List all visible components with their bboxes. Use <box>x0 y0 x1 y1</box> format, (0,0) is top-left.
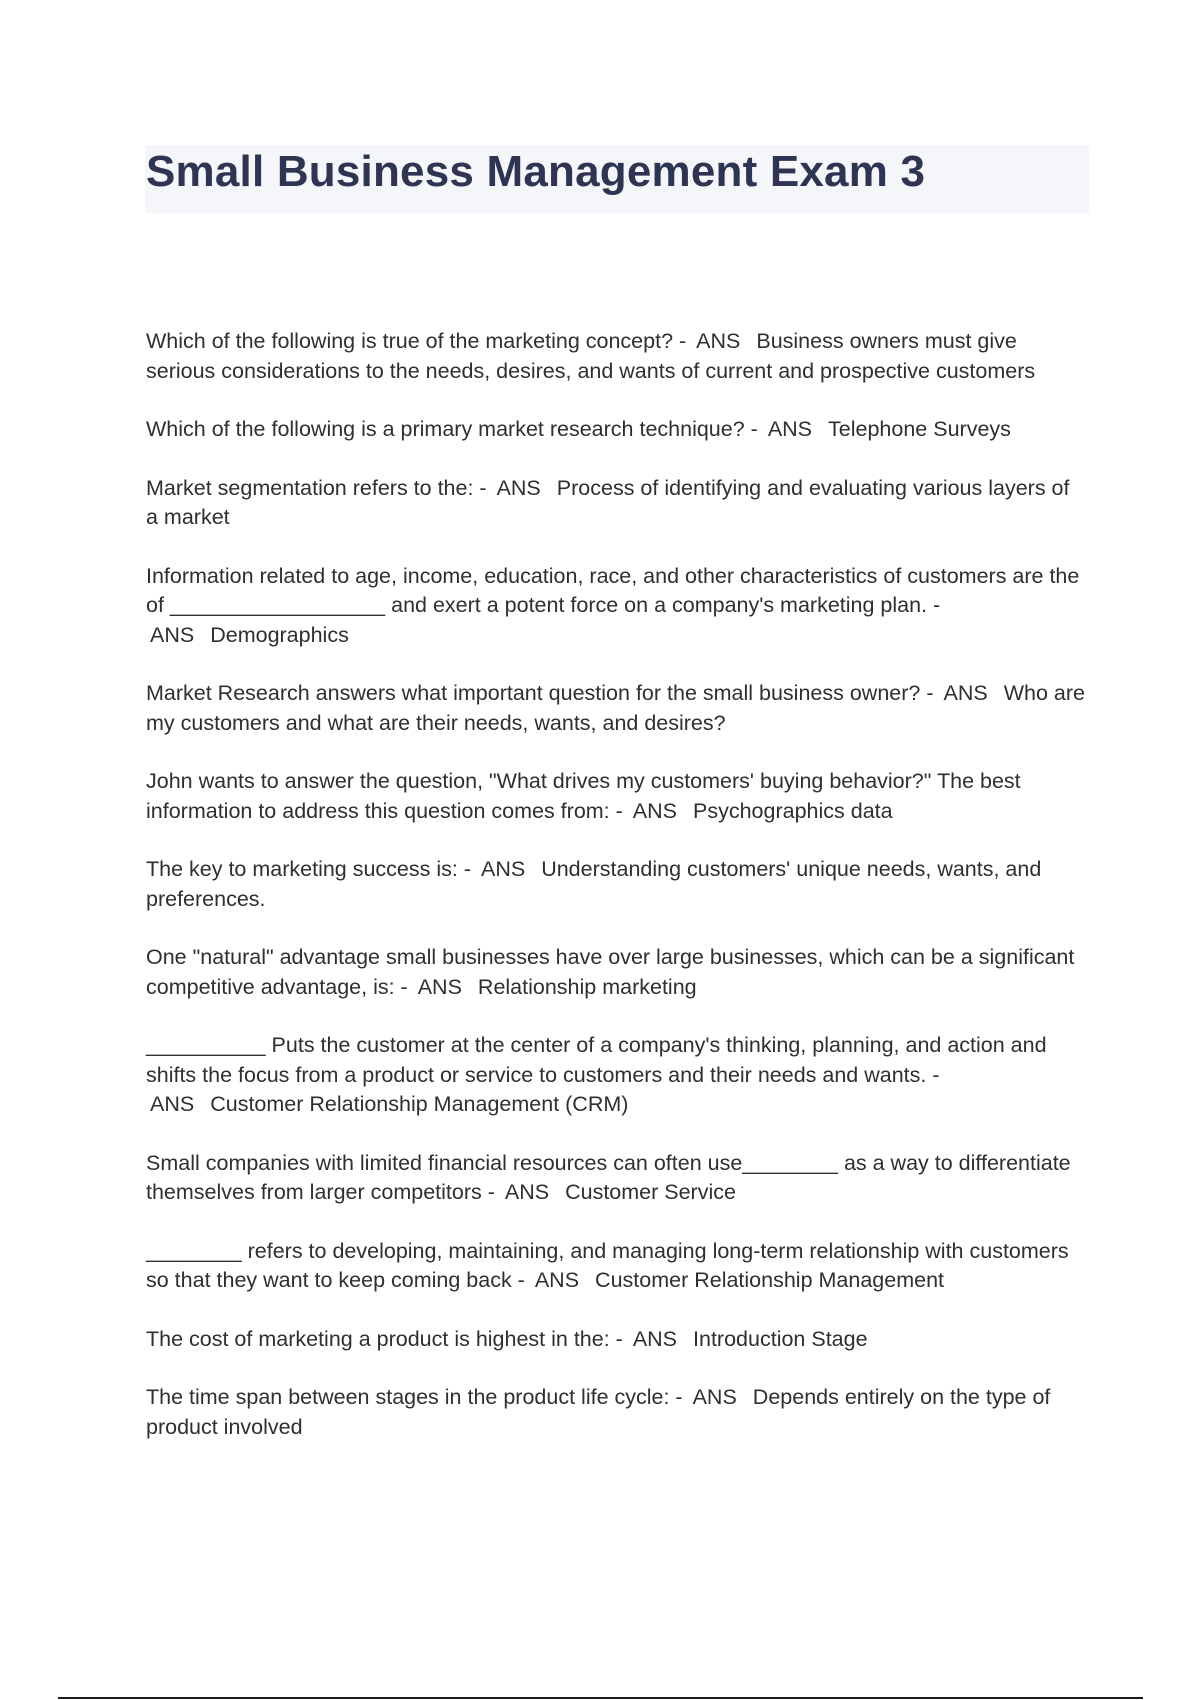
answer-marker: ANS <box>496 475 541 500</box>
qa-item <box>146 562 1086 651</box>
answer-text: Who are my customers and what are their needs, wants, and desires? <box>146 681 1085 735</box>
qa-item <box>146 767 1086 826</box>
question-text: The time span between stages in the product life cycle: - <box>146 1385 683 1409</box>
qa-item <box>146 1383 1086 1442</box>
answer-text: Business owners must give serious considerations to the needs, desires, and wants of current and prospective customers <box>146 329 1036 383</box>
question-text: John wants to answer the question, "What drives my customers' buying behavior?" The best information to address this question comes from: - <box>146 769 1021 823</box>
question-text: Market segmentation refers to the: - <box>146 475 487 500</box>
qa-list <box>146 327 1086 1471</box>
question-text: Which of the following is true of the marketing concept? - <box>146 329 687 353</box>
question-text: The key to marketing success is: - <box>146 857 471 881</box>
answer-marker: ANS <box>632 798 677 823</box>
answer-marker: ANS <box>480 857 526 881</box>
question-text: The cost of marketing a product is highest in the: - <box>146 1326 623 1351</box>
qa-item <box>146 474 1086 533</box>
answer-text: Customer Relationship Management (CRM) <box>210 1092 629 1116</box>
answer-text: Introduction Stage <box>693 1326 868 1351</box>
question-text: __________ Puts the customer at the center of a company's thinking, planning, and action and shifts the focus from a product or service to customers and their needs and wants. - <box>146 1033 1047 1087</box>
answer-text: Psychographics data <box>693 798 893 823</box>
question-text: ________ refers to developing, maintaining, and managing long-term relationship with customers so that they want to keep coming back - <box>146 1238 1069 1292</box>
answer-text: Customer Service <box>565 1180 736 1204</box>
question-text: Market Research answers what important question for the small business owner? - <box>146 681 934 705</box>
qa-item <box>146 327 1086 386</box>
question-text: One "natural" advantage small businesses have over large businesses, which can be a significant competitive advantage, is: - <box>146 945 1075 999</box>
qa-item <box>146 1149 1086 1208</box>
question-text: Information related to age, income, education, race, and other characteristics of customers are the of __________________ and exert a potent force on a company's marketing plan. - <box>146 563 1080 617</box>
answer-text: Process of identifying and evaluating various layers of a market <box>146 475 1070 529</box>
answer-marker: ANS <box>504 1180 550 1204</box>
question-text: Which of the following is a primary market research technique? - <box>146 417 758 441</box>
answer-text: Customer Relationship Management <box>595 1268 945 1292</box>
qa-item <box>146 679 1086 738</box>
answer-marker: ANS <box>692 1385 737 1409</box>
answer-marker: ANS <box>632 1326 678 1351</box>
answer-marker: ANS <box>150 1092 195 1116</box>
qa-item <box>146 1237 1086 1296</box>
question-text: Small companies with limited financial resources can often use________ as a way to differentiate themselves from larger competitors - <box>146 1150 1071 1204</box>
answer-text: Understanding customers' unique needs, wants, and preferences. <box>146 857 1042 911</box>
answer-marker: ANS <box>767 417 813 441</box>
page-title: Small Business Management Exam 3 <box>146 147 926 196</box>
qa-item <box>146 1031 1086 1120</box>
qa-item <box>146 1325 1086 1355</box>
qa-item <box>146 415 1086 445</box>
answer-marker: ANS <box>943 681 988 705</box>
answer-marker: ANS <box>417 974 462 999</box>
answer-marker: ANS <box>534 1268 580 1292</box>
answer-marker: ANS <box>696 329 741 353</box>
bottom-divider <box>58 1697 1143 1699</box>
answer-marker: ANS <box>150 622 195 647</box>
qa-item <box>146 855 1086 914</box>
answer-text: Depends entirely on the type of product involved <box>146 1385 1051 1439</box>
answer-text: Telephone Surveys <box>828 417 1011 441</box>
answer-text: Demographics <box>210 622 349 647</box>
qa-item <box>146 943 1086 1002</box>
answer-text: Relationship marketing <box>477 974 697 999</box>
